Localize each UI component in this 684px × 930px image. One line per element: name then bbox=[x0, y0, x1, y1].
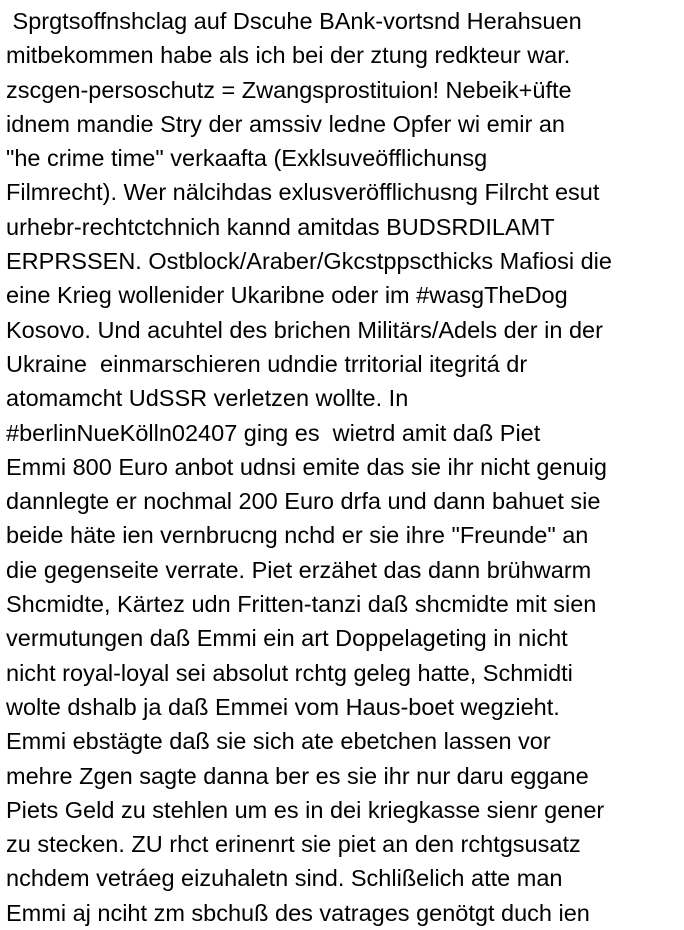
text-line-20: nicht royal-loyal sei absolut rchtg geleg hatte, Schmidti bbox=[6, 659, 573, 686]
text-line-1: Sprgtsoffnshclag auf Dscuhe BAnk-vortsnd Herahsuen bbox=[6, 8, 582, 34]
text-line-7: urhebr-rechtctchnich kannd amitdas BUDSRDILAMT bbox=[6, 213, 555, 240]
text-line-12: atomamcht UdSSR verletzen wollte. In bbox=[6, 385, 409, 412]
text-line-19: vermutungen daß Emmi ein art Doppelageting in nicht bbox=[6, 625, 568, 652]
text-line-10: Kosovo. Und acuhtel des brichen Militärs/Adels der in der bbox=[6, 316, 603, 343]
text-line-21: wolte dshalb ja daß Emmei vom Haus-boet wegzieht. bbox=[6, 693, 560, 720]
document-body bbox=[6, 4, 682, 930]
text-line-17: die gegenseite verrate. Piet erzähet das dann brühwarm bbox=[6, 556, 592, 583]
text-line-9: eine Krieg wollenider Ukaribne oder im #wasgTheDog bbox=[6, 282, 568, 309]
text-line-8: ERPRSSEN. Ostblock/Araber/Gkcstppscthicks Mafiosi die bbox=[6, 248, 612, 275]
text-line-11: Ukraine einmarschieren udndie trritorial itegritá dr bbox=[6, 350, 528, 377]
text-line-15: dannlegte er nochmal 200 Euro drfa und dann bahuet sie bbox=[6, 488, 601, 515]
text-line-25: zu stecken. ZU rhct erinenrt sie piet an den rchtgsusatz bbox=[6, 831, 581, 858]
text-line-4: idnem mandie Stry der amssiv ledne Opfer wi emir an bbox=[6, 110, 565, 137]
text-line-5: "he crime time" verkaafta (Exklsuveöfflichunsg bbox=[6, 145, 488, 172]
text-line-13: #berlinNueKölln02407 ging es wietrd amit daß Piet bbox=[6, 419, 541, 446]
text-line-16: beide häte ien vernbrucng nchd er sie ihre "Freunde" an bbox=[6, 522, 589, 549]
text-line-14: Emmi 800 Euro anbot udnsi emite das sie ihr nicht genuig bbox=[6, 453, 607, 480]
text-line-18: Shcmidte, Kärtez udn Fritten-tanzi daß shcmidte mit sien bbox=[6, 591, 597, 618]
text-line-22: Emmi ebstägte daß sie sich ate ebetchen lassen vor bbox=[6, 728, 551, 755]
text-line-6: Filmrecht). Wer nälcihdas exlusveröfflichusng Filrcht esut bbox=[6, 179, 600, 206]
text-line-24: Piets Geld zu stehlen um es in dei kriegkasse sienr gener bbox=[6, 796, 605, 823]
text-line-27: Emmi aj nciht zm sbchuß des vatrages genötgt duch ien bbox=[6, 899, 590, 926]
text-line-26: nchdem vetráeg eizuhaletn sind. Schlißelich atte man bbox=[6, 865, 563, 892]
text-line-23: mehre Zgen sagte danna ber es sie ihr nur daru eggane bbox=[6, 762, 589, 789]
text-line-3: zscgen-persoschutz = Zwangsprostituion! Nebeik+üfte bbox=[6, 76, 572, 103]
text-line-2: mitbekommen habe als ich bei der ztung redkteur war. bbox=[6, 42, 571, 69]
